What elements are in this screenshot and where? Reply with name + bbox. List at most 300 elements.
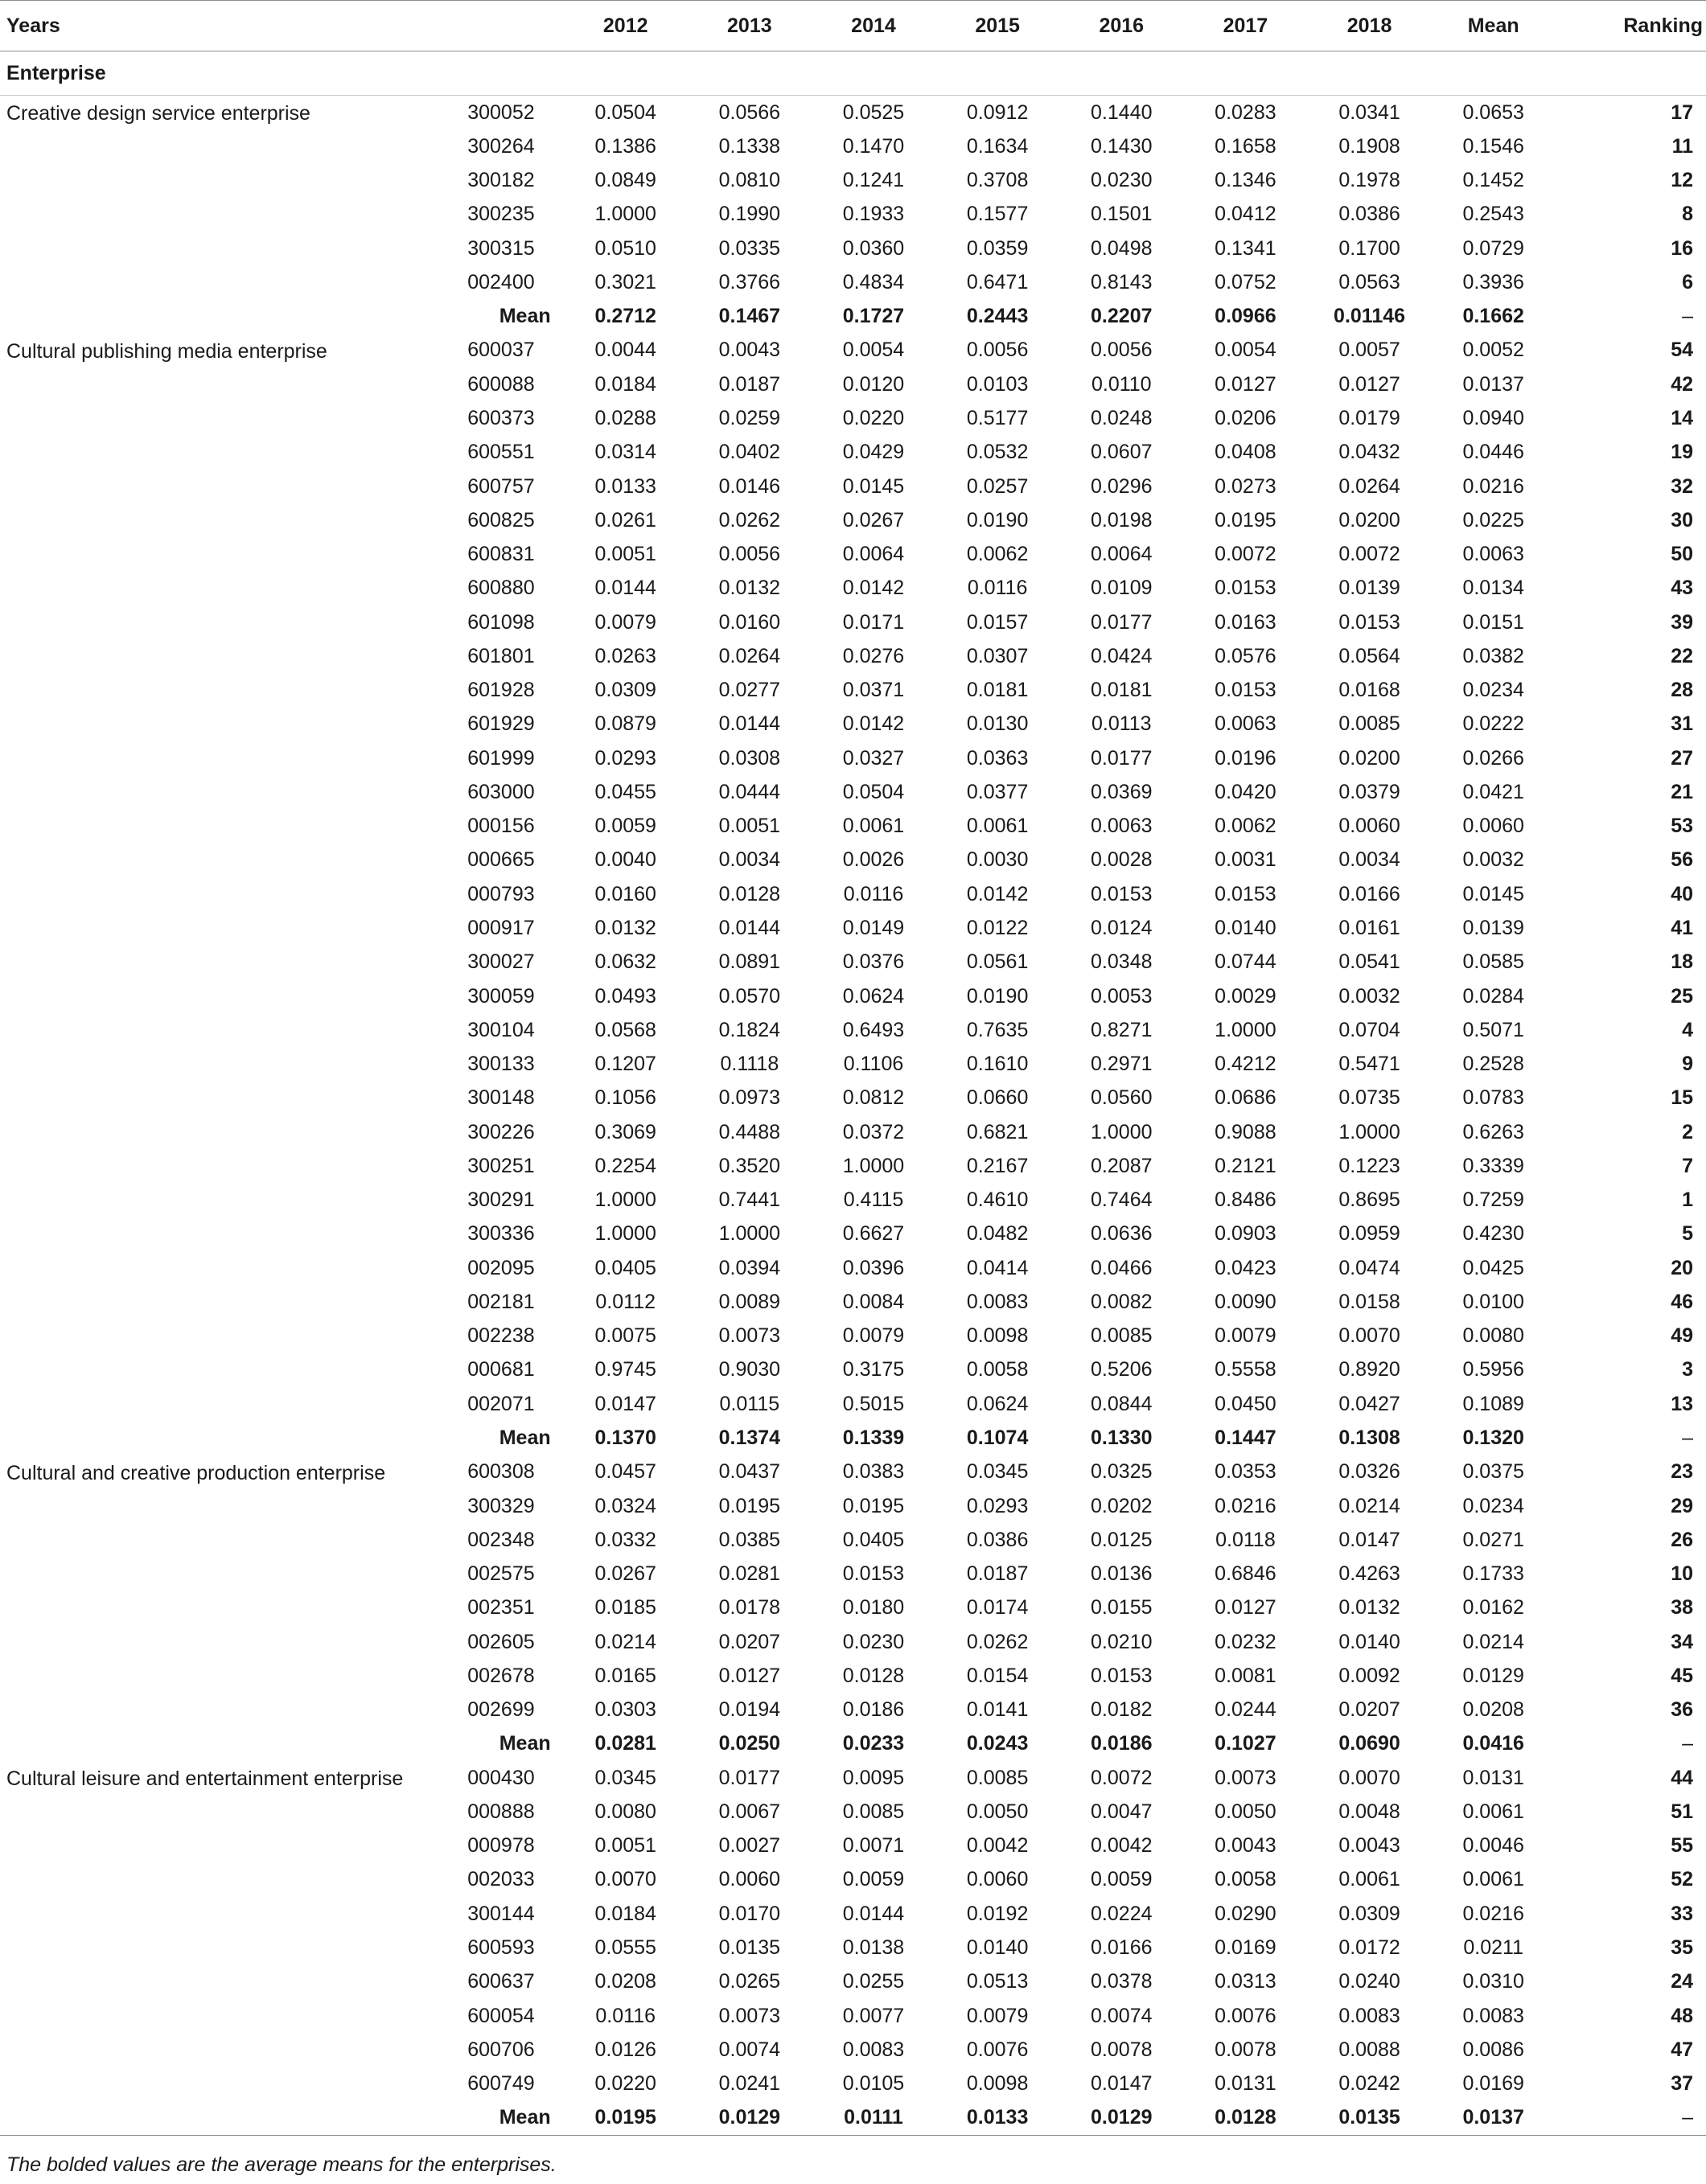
- value-cell: 0.0140: [1338, 1630, 1400, 1653]
- value-cell: 0.0424: [1091, 644, 1153, 667]
- ranking-cell: 2: [1682, 1120, 1693, 1143]
- value-cell: 0.0059: [842, 1868, 905, 1891]
- value-cell: 0.1207: [594, 1053, 656, 1076]
- value-cell: 0.0142: [842, 577, 905, 600]
- value-cell: 0.0072: [1215, 543, 1276, 566]
- value-cell: 0.0153: [842, 1562, 905, 1586]
- value-cell: 0.0744: [1215, 950, 1276, 974]
- mean-cell: 0.5071: [1462, 1018, 1524, 1041]
- group-mean-label: Mean: [451, 2101, 564, 2136]
- value-cell: 0.0457: [594, 1460, 656, 1484]
- group-mean-label: Mean: [499, 1732, 551, 1755]
- value-cell: 0.4610: [966, 1188, 1029, 1212]
- ranking-cell: 14: [1671, 407, 1693, 430]
- value-cell: 0.0132: [718, 577, 781, 600]
- group-mean-value: 0.0250: [718, 1732, 781, 1755]
- value-cell: 1.0000: [842, 1154, 905, 1177]
- value-cell: 0.0844: [1091, 1392, 1153, 1415]
- group-mean-value: 0.0195: [564, 2101, 688, 2136]
- value-cell: 0.1501: [1091, 203, 1153, 226]
- value-cell: 0.0198: [1091, 508, 1153, 532]
- value-cell: 0.0570: [718, 984, 781, 1008]
- value-cell: 0.0135: [718, 1936, 781, 1959]
- group-name: Cultural publishing media enterprise: [6, 339, 327, 363]
- value-cell: 0.0372: [842, 1120, 905, 1143]
- value-cell: 0.6821: [966, 1120, 1029, 1143]
- value-cell: 0.0293: [966, 1494, 1029, 1517]
- value-cell: 0.0185: [594, 1596, 656, 1620]
- enterprise-code: 000978: [467, 1834, 535, 1858]
- value-cell: 0.0455: [594, 780, 656, 803]
- value-cell: 0.0144: [842, 1902, 905, 1925]
- group-mean-value: 0.0281: [594, 1732, 656, 1755]
- value-cell: 0.0163: [1215, 610, 1276, 634]
- ranking-cell: 32: [1671, 474, 1693, 498]
- ranking-cell: 54: [1671, 339, 1693, 362]
- value-cell: 0.0230: [1091, 169, 1153, 192]
- value-cell: 0.0171: [842, 610, 905, 634]
- value-cell: 0.3069: [594, 1120, 656, 1143]
- value-cell: 0.0128: [842, 1664, 905, 1687]
- value-cell: 1.0000: [594, 203, 656, 226]
- value-cell: 0.0405: [842, 1528, 905, 1551]
- enterprise-code: 300059: [467, 984, 535, 1008]
- enterprise-code: 300291: [467, 1188, 535, 1212]
- value-cell: 0.0127: [1215, 372, 1276, 396]
- header-years: Years: [0, 1, 564, 51]
- mean-cell: 0.0783: [1462, 1086, 1524, 1110]
- value-cell: 0.0308: [718, 746, 781, 770]
- value-cell: 0.0376: [842, 950, 905, 974]
- value-cell: 0.0032: [1338, 984, 1400, 1008]
- enterprise-code: 000681: [467, 1358, 535, 1381]
- value-cell: 0.1056: [594, 1086, 656, 1110]
- enterprise-code: 000793: [467, 882, 535, 905]
- mean-cell: 0.0151: [1462, 610, 1524, 634]
- value-cell: 0.0206: [1215, 407, 1276, 430]
- value-cell: 0.0085: [842, 1800, 905, 1823]
- group-mean-value: 0.0128: [1183, 2101, 1307, 2136]
- value-cell: 0.0144: [594, 577, 656, 600]
- value-cell: 0.0098: [966, 2072, 1029, 2096]
- value-cell: 0.0259: [718, 407, 781, 430]
- value-cell: 0.0232: [1215, 1630, 1276, 1653]
- value-cell: 0.0051: [594, 543, 656, 566]
- enterprise-code: 300264: [467, 134, 535, 158]
- value-cell: 0.0103: [966, 372, 1029, 396]
- group-mean-overall: 0.0137: [1432, 2101, 1556, 2136]
- value-cell: 0.0146: [718, 474, 781, 498]
- group-mean-value: 0.0129: [688, 2101, 812, 2136]
- value-cell: 0.0054: [1215, 339, 1276, 362]
- value-cell: 0.0200: [1338, 508, 1400, 532]
- value-cell: 0.1634: [966, 134, 1029, 158]
- value-cell: 0.0624: [966, 1392, 1029, 1415]
- value-cell: 0.5558: [1215, 1358, 1276, 1381]
- value-cell: 0.0161: [1338, 917, 1400, 939]
- ranking-cell: 53: [1671, 815, 1693, 838]
- value-cell: 0.0076: [966, 2038, 1029, 2061]
- enterprise-code: 000430: [467, 1766, 535, 1789]
- value-cell: 0.0325: [1091, 1460, 1153, 1484]
- value-cell: 0.0264: [718, 644, 781, 667]
- ranking-cell: 33: [1671, 1902, 1693, 1925]
- value-cell: 0.0058: [1215, 1868, 1276, 1891]
- value-cell: 0.0313: [1215, 1970, 1276, 1993]
- value-cell: 0.6627: [842, 1222, 905, 1246]
- value-cell: 0.0429: [842, 441, 905, 464]
- value-cell: 0.0124: [1091, 917, 1153, 939]
- enterprise-code: 300315: [467, 236, 535, 260]
- value-cell: 0.0131: [1215, 2072, 1276, 2096]
- group-mean-value: 0.2207: [1091, 305, 1153, 328]
- value-cell: 0.0095: [842, 1766, 905, 1789]
- value-cell: 0.0027: [718, 1834, 781, 1858]
- value-cell: 0.0074: [1091, 2004, 1153, 2027]
- enterprise-code: 002400: [467, 270, 535, 294]
- value-cell: 0.0180: [842, 1596, 905, 1620]
- mean-cell: 0.0208: [1462, 1698, 1524, 1722]
- value-cell: 0.1346: [1215, 169, 1276, 192]
- ranking-cell: 26: [1671, 1528, 1693, 1551]
- value-cell: 0.0079: [966, 2004, 1029, 2027]
- value-cell: 0.0051: [718, 815, 781, 838]
- value-cell: 0.0385: [718, 1528, 781, 1551]
- group-mean-ranking: –: [1556, 2101, 1706, 2136]
- value-cell: 0.2254: [594, 1154, 656, 1177]
- value-cell: 0.0263: [594, 644, 656, 667]
- value-cell: 0.0089: [718, 1290, 781, 1313]
- value-cell: 0.0079: [1215, 1324, 1276, 1348]
- value-cell: 0.0155: [1091, 1596, 1153, 1620]
- value-cell: 0.0083: [842, 2038, 905, 2061]
- value-cell: 0.0408: [1215, 441, 1276, 464]
- value-cell: 0.0309: [594, 679, 656, 702]
- value-cell: 0.0085: [1091, 1324, 1153, 1348]
- group-mean-value: 0.1447: [1215, 1426, 1276, 1449]
- value-cell: 0.0179: [1338, 407, 1400, 430]
- value-cell: 0.0257: [966, 474, 1029, 498]
- enterprise-code: 002351: [467, 1596, 535, 1620]
- value-cell: 0.0076: [1215, 2004, 1276, 2027]
- value-cell: 0.0144: [718, 712, 781, 736]
- value-cell: 0.1908: [1338, 134, 1400, 158]
- mean-cell: 0.0052: [1462, 339, 1524, 362]
- enterprise-code: 601999: [467, 746, 535, 770]
- value-cell: 0.0063: [1215, 712, 1276, 736]
- value-cell: 0.0140: [966, 1936, 1029, 1959]
- value-cell: 0.0042: [1091, 1834, 1153, 1858]
- value-cell: 0.1341: [1215, 236, 1276, 260]
- value-cell: 0.7635: [966, 1018, 1029, 1041]
- value-cell: 0.0378: [1091, 1970, 1153, 1993]
- value-cell: 0.0735: [1338, 1086, 1400, 1110]
- mean-cell: 0.0162: [1462, 1596, 1524, 1620]
- value-cell: 0.0040: [594, 848, 656, 872]
- value-cell: 0.0138: [842, 1936, 905, 1959]
- mean-cell: 0.0266: [1462, 746, 1524, 770]
- value-cell: 0.0303: [594, 1698, 656, 1722]
- mean-cell: 0.0061: [1462, 1868, 1524, 1891]
- ranking-cell: 42: [1671, 372, 1693, 396]
- value-cell: 0.0166: [1091, 1936, 1153, 1959]
- value-cell: 0.0195: [1215, 508, 1276, 532]
- value-cell: 0.0309: [1338, 1902, 1400, 1925]
- value-cell: 0.0277: [718, 679, 781, 702]
- value-cell: 0.0141: [966, 1698, 1029, 1722]
- mean-cell: 0.6263: [1462, 1120, 1524, 1143]
- value-cell: 0.0181: [966, 679, 1029, 702]
- value-cell: 0.0607: [1091, 441, 1153, 464]
- value-cell: 0.0110: [1091, 372, 1152, 396]
- ranking-cell: 7: [1682, 1154, 1693, 1177]
- mean-cell: 0.0216: [1462, 474, 1524, 498]
- value-cell: 0.0145: [842, 474, 905, 498]
- value-cell: 0.0752: [1215, 270, 1276, 294]
- value-cell: 0.0498: [1091, 236, 1153, 260]
- value-cell: 0.0073: [718, 1324, 781, 1348]
- enterprise-code: 002238: [467, 1324, 535, 1348]
- value-cell: 0.0296: [1091, 474, 1153, 498]
- value-cell: 0.0504: [594, 101, 656, 124]
- value-cell: 0.0120: [842, 372, 905, 396]
- value-cell: 0.0061: [842, 815, 905, 838]
- value-cell: 0.0043: [1338, 1834, 1400, 1858]
- value-cell: 1.0000: [1215, 1018, 1276, 1041]
- value-cell: 0.0903: [1215, 1222, 1276, 1246]
- group-mean-value: 0.2712: [594, 305, 656, 328]
- ranking-cell: 38: [1671, 1596, 1693, 1620]
- value-cell: 0.1386: [594, 134, 656, 158]
- ranking-cell: 5: [1682, 1222, 1693, 1246]
- table-row: [0, 1455, 1706, 1489]
- ranking-cell: 23: [1671, 1460, 1693, 1484]
- enterprise-code: 603000: [467, 780, 535, 803]
- value-cell: 0.0132: [594, 917, 656, 939]
- value-cell: 0.0267: [842, 508, 905, 532]
- value-cell: 0.0073: [718, 2004, 781, 2027]
- value-cell: 0.0341: [1338, 101, 1400, 124]
- mean-cell: 0.0375: [1462, 1460, 1524, 1484]
- value-cell: 0.0220: [594, 2072, 656, 2096]
- value-cell: 0.0092: [1338, 1664, 1400, 1687]
- value-cell: 0.0812: [842, 1086, 905, 1110]
- value-cell: 0.0116: [595, 2004, 656, 2027]
- value-cell: 0.1990: [718, 203, 781, 226]
- value-cell: 0.0248: [1091, 407, 1153, 430]
- value-cell: 0.0062: [1215, 815, 1276, 838]
- value-cell: 0.0132: [1338, 1596, 1400, 1620]
- enterprise-code: 300182: [467, 169, 535, 192]
- table-footnote: The bolded values are the average means for the enterprises.: [6, 2153, 557, 2176]
- mean-cell: 0.0216: [1462, 1902, 1524, 1925]
- value-cell: 0.0147: [1091, 2072, 1153, 2096]
- mean-cell: 0.0940: [1462, 407, 1524, 430]
- enterprise-code: 000888: [467, 1800, 535, 1823]
- table-row: [0, 1761, 1706, 1795]
- value-cell: 0.0136: [1091, 1562, 1153, 1586]
- group-mean-value: 0.0233: [842, 1732, 905, 1755]
- value-cell: 0.4263: [1338, 1562, 1400, 1586]
- ranking-cell: 31: [1671, 712, 1693, 736]
- value-cell: 0.0402: [718, 441, 781, 464]
- enterprise-code: 002348: [467, 1528, 535, 1551]
- mean-cell: 0.0271: [1462, 1528, 1524, 1551]
- mean-cell: 0.0425: [1462, 1256, 1524, 1279]
- ranking-cell: 8: [1682, 203, 1693, 226]
- value-cell: 0.4212: [1215, 1053, 1276, 1076]
- value-cell: 0.0195: [842, 1494, 905, 1517]
- value-cell: 0.0153: [1091, 882, 1153, 905]
- value-cell: 0.0267: [594, 1562, 656, 1586]
- value-cell: 0.0061: [1338, 1868, 1400, 1891]
- value-cell: 0.0116: [967, 577, 1028, 600]
- value-cell: 0.0169: [1215, 1936, 1276, 1959]
- enterprise-code: 002033: [467, 1868, 535, 1891]
- value-cell: 0.3520: [718, 1154, 781, 1177]
- value-cell: 0.0063: [1091, 815, 1153, 838]
- value-cell: 0.0265: [718, 1970, 781, 1993]
- value-cell: 0.0053: [1091, 984, 1153, 1008]
- value-cell: 0.0379: [1338, 780, 1400, 803]
- mean-cell: 0.0083: [1462, 2004, 1524, 2027]
- value-cell: 0.0109: [1091, 577, 1153, 600]
- value-cell: 0.0165: [594, 1664, 656, 1687]
- mean-cell: 0.0046: [1462, 1834, 1524, 1858]
- section-label: Enterprise: [0, 51, 1706, 96]
- mean-cell: 0.1089: [1462, 1392, 1524, 1415]
- enterprise-code: 300052: [467, 101, 535, 124]
- value-cell: 0.0170: [718, 1902, 781, 1925]
- mean-cell: 0.2528: [1462, 1053, 1524, 1076]
- value-cell: 0.0504: [842, 780, 905, 803]
- mean-cell: 0.0063: [1462, 543, 1524, 566]
- header-ranking: Ranking: [1556, 1, 1706, 51]
- value-cell: 0.0450: [1215, 1392, 1276, 1415]
- value-cell: 0.0396: [842, 1256, 905, 1279]
- value-cell: 0.0371: [842, 679, 905, 702]
- value-cell: 0.0153: [1215, 577, 1276, 600]
- value-cell: 0.0541: [1338, 950, 1400, 974]
- value-cell: 0.0160: [718, 610, 781, 634]
- value-cell: 0.0288: [594, 407, 656, 430]
- mean-cell: 0.0214: [1462, 1630, 1524, 1653]
- value-cell: 0.0059: [594, 815, 656, 838]
- value-cell: 0.8271: [1091, 1018, 1153, 1041]
- enterprise-code: 600088: [467, 372, 535, 396]
- value-cell: 0.1106: [843, 1053, 904, 1076]
- enterprise-code: 600308: [467, 1460, 535, 1484]
- value-cell: 0.0153: [1215, 679, 1276, 702]
- ranking-cell: 19: [1671, 441, 1693, 464]
- value-cell: 0.0113: [1091, 712, 1152, 736]
- mean-cell: 0.5956: [1462, 1358, 1524, 1381]
- section-row: [0, 51, 1706, 96]
- group-mean-value: 0.1467: [718, 305, 781, 328]
- value-cell: 0.1223: [1338, 1154, 1400, 1177]
- value-cell: 0.0437: [718, 1460, 781, 1484]
- value-cell: 0.0174: [966, 1596, 1029, 1620]
- ranking-cell: 43: [1671, 577, 1693, 600]
- value-cell: 0.8920: [1338, 1358, 1400, 1381]
- value-cell: 0.0043: [1215, 1834, 1276, 1858]
- value-cell: 0.0290: [1215, 1902, 1276, 1925]
- enterprise-code: 601098: [467, 610, 535, 634]
- ranking-cell: 29: [1671, 1494, 1693, 1517]
- value-cell: 0.0130: [966, 712, 1029, 736]
- value-cell: 0.0034: [1338, 848, 1400, 872]
- value-cell: 0.0084: [842, 1290, 905, 1313]
- value-cell: 0.0182: [1091, 1698, 1153, 1722]
- value-cell: 0.0891: [718, 950, 781, 974]
- ranking-cell: 28: [1671, 679, 1693, 702]
- value-cell: 0.0160: [594, 882, 656, 905]
- group-mean-value: 0.0243: [966, 1732, 1029, 1755]
- value-cell: 0.0281: [718, 1562, 781, 1586]
- mean-cell: 0.1546: [1462, 134, 1524, 158]
- ranking-cell: 17: [1671, 101, 1693, 124]
- value-cell: 0.1430: [1091, 134, 1153, 158]
- ranking-cell: 13: [1671, 1392, 1693, 1415]
- mean-cell: 0.0653: [1462, 101, 1524, 124]
- ranking-cell: 15: [1671, 1086, 1693, 1110]
- value-cell: 0.6493: [842, 1018, 905, 1041]
- value-cell: 0.0056: [1091, 339, 1153, 362]
- mean-cell: 0.0222: [1462, 712, 1524, 736]
- ranking-cell: 49: [1671, 1324, 1693, 1348]
- enterprise-code: 300144: [467, 1902, 535, 1925]
- header-year-2017: 2017: [1183, 1, 1307, 51]
- mean-cell: 0.0446: [1462, 441, 1524, 464]
- value-cell: 0.0153: [1215, 882, 1276, 905]
- value-cell: 0.0147: [594, 1392, 656, 1415]
- group-mean-ranking: –: [1682, 305, 1693, 328]
- value-cell: 0.0973: [718, 1086, 781, 1110]
- value-cell: 0.4488: [718, 1120, 781, 1143]
- enterprise-code: 300235: [467, 203, 535, 226]
- enterprise-code: 601929: [467, 712, 535, 736]
- mean-cell: 0.0585: [1462, 950, 1524, 974]
- value-cell: 0.0177: [1091, 746, 1153, 770]
- group-mean-value: 0.2443: [966, 305, 1029, 328]
- ranking-cell: 34: [1671, 1630, 1693, 1653]
- value-cell: 0.0057: [1338, 339, 1400, 362]
- value-cell: 0.0192: [966, 1902, 1029, 1925]
- value-cell: 0.0088: [1338, 2038, 1400, 2061]
- value-cell: 0.0142: [966, 882, 1029, 905]
- value-cell: 0.0466: [1091, 1256, 1153, 1279]
- value-cell: 0.0042: [966, 1834, 1029, 1858]
- group-mean-value: 0.1374: [718, 1426, 781, 1449]
- group-mean-value: 0.0133: [935, 2101, 1059, 2136]
- enterprise-code: 002575: [467, 1562, 535, 1586]
- value-cell: 0.0566: [718, 101, 781, 124]
- mean-cell: 0.2543: [1462, 203, 1524, 226]
- group-mean-value: 0.0135: [1307, 2101, 1431, 2136]
- value-cell: 0.0168: [1338, 679, 1400, 702]
- value-cell: 0.0427: [1338, 1392, 1400, 1415]
- value-cell: 0.0273: [1215, 474, 1276, 498]
- table-body: [0, 51, 1706, 2136]
- value-cell: 0.0386: [966, 1528, 1029, 1551]
- mean-cell: 0.0211: [1463, 1936, 1523, 1959]
- value-cell: 0.0195: [718, 1494, 781, 1517]
- ranking-cell: 12: [1671, 169, 1693, 192]
- value-cell: 0.0208: [594, 1970, 656, 1993]
- value-cell: 0.0207: [1338, 1698, 1400, 1722]
- header-year-2016: 2016: [1059, 1, 1183, 51]
- value-cell: 0.0098: [966, 1324, 1029, 1348]
